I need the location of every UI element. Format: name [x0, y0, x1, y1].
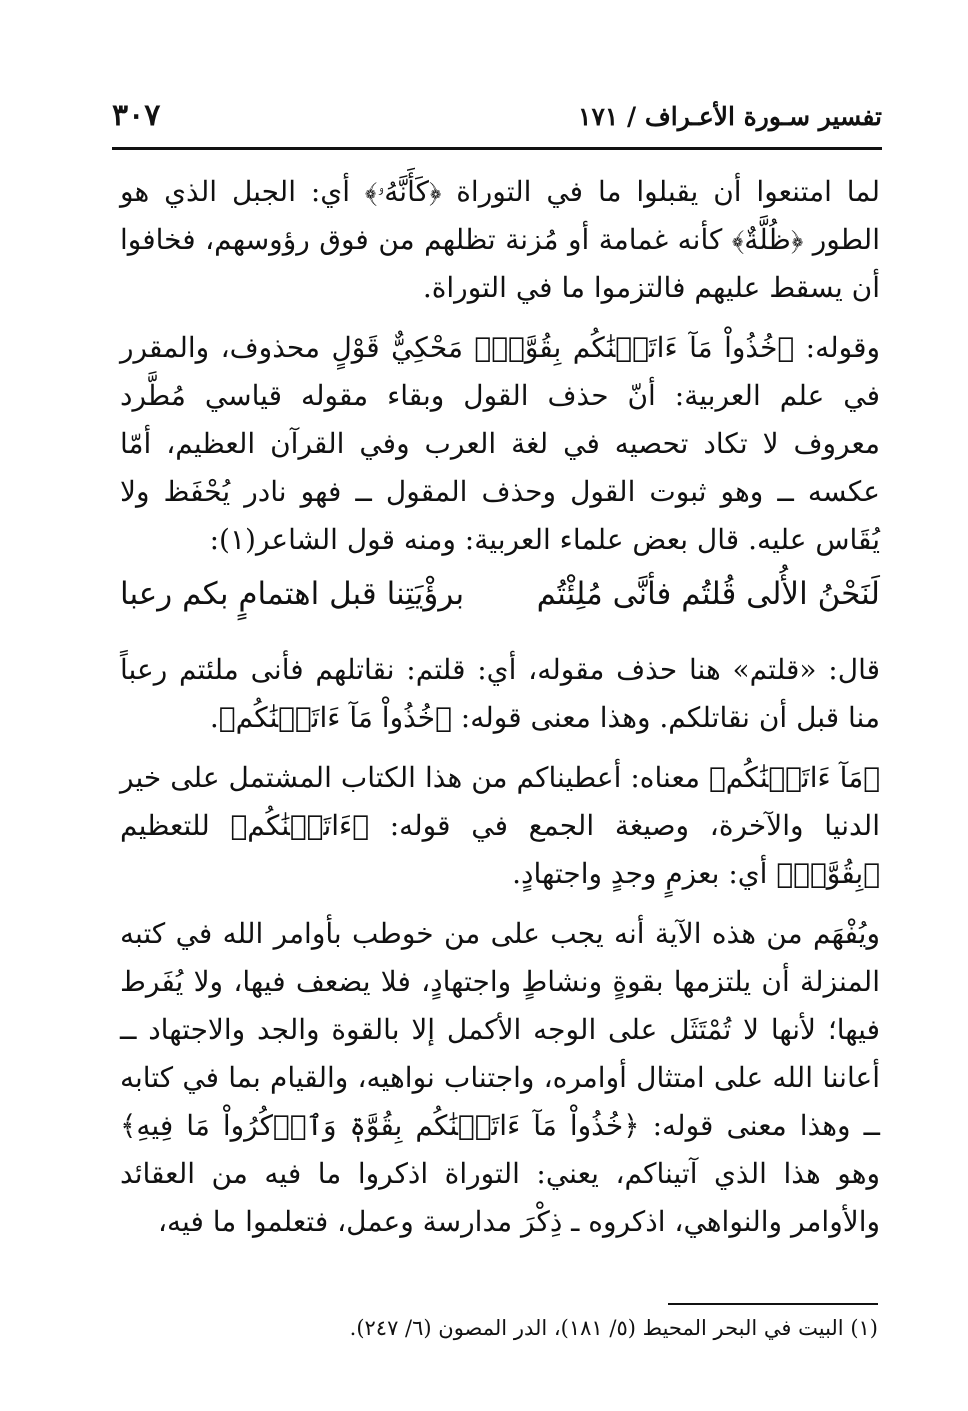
paragraph: وقوله: ﴿خُذُواْ مَآ ءَاتَيۡنَٰكُم بِقُوَّةٖ﴾ مَحْكِيٌّ قَوْلٍ محذوف، والمقرر في علم العربية: أنّ حذف القول وبقاء مقوله قياسي مُطَّرد معروف لا تكاد تحصيه في لغة العرب وفي القرآن العظيم، أمّا عكسه ــ وهو ثبوت القول وحذف المقول ــ فهو نادر يُحْفَظ ولا يُقَاس عليه. قال بعض علماء العربية: ومنه قول الشاعر(١): — [120, 331, 881, 556]
paragraph: قال: «قلتم» هنا حذف مقوله، أي: قلتم: نقاتلهم فأنى ملئتم رعباً منا قبل أن نقاتلكم. وهذا معنى قوله: ﴿خُذُواْ مَآ ءَاتَيۡنَٰكُم﴾. — [120, 653, 880, 734]
verse-first-hemistich: لَنَحْنُ الأُلى قُلتُم فأنَّى مُلِئْتُم — [536, 576, 880, 612]
page-number: ٣٠٧ — [112, 98, 161, 133]
verse-second-hemistich: برؤْيَتِنا قبل اهتمامٍ بكم رعبا — [120, 576, 465, 612]
header-divider — [112, 147, 882, 150]
running-title: تفسير سـورة الأعـراف / ١٧١ — [578, 102, 882, 131]
footnote-divider — [668, 1303, 878, 1305]
footnote: (١) البيت في البحر المحيط (٥/ ١٨١)، الدر المصون (٦/ ٢٤٧). — [349, 1316, 878, 1340]
main-text — [120, 168, 880, 1258]
poetry-verse — [120, 576, 880, 636]
paragraph: لما امتنعوا أن يقبلوا ما في التوراة ﴿كَأَنَّهُۥ﴾ أي: الجبل الذي هو الطور ﴿ظُلَّةٌ﴾ كأنه غمامة أو مُزنة تظلهم من فوق رؤوسهم، فخافوا أن يسقط عليهم فالتزموا ما في التوراة. — [120, 175, 880, 304]
paragraph: ﴿مَآ ءَاتَيۡنَٰكُم﴾ معناه: أعطيناكم من هذا الكتاب المشتمل على خير الدنيا والآخرة، وصيغة الجمع في قوله: ﴿ءَاتَيۡنَٰكُم﴾ للتعظيم ﴿بِقُوَّةٖ﴾ أي: بعزمٍ وجدٍ واجتهادٍ. — [120, 761, 880, 890]
page-header — [112, 98, 882, 142]
paragraph: ويُفْهَم من هذه الآية أنه يجب على من خوطب بأوامر الله في كتبه المنزلة أن يلتزمها بقوةٍ ونشاطٍ واجتهادٍ، فلا يضعف فيها، ولا يُفَرط فيها؛ لأنها لا تُمْتَثَل على الوجه الأكمل إلا بالقوة والجد والاجتهاد ــ أعاننا الله على امتثال أوامره، واجتناب نواهيه، والقيام بما في كتابه ــ وهذا معنى قوله: ﴿خُذُواْ مَآ ءَاتَيۡنَٰكُم بِقُوَّةٖ وَٱذۡكُرُواْ مَا فِيهِ﴾ وهو هذا الذي آتيناكم، يعني: التوراة اذكروا ما فيه من العقائد والأوامر والنواهي، اذكروه ـ ذِكْرَ مدارسة وعمل، فتعلموا ما فيه، — [120, 917, 880, 1238]
